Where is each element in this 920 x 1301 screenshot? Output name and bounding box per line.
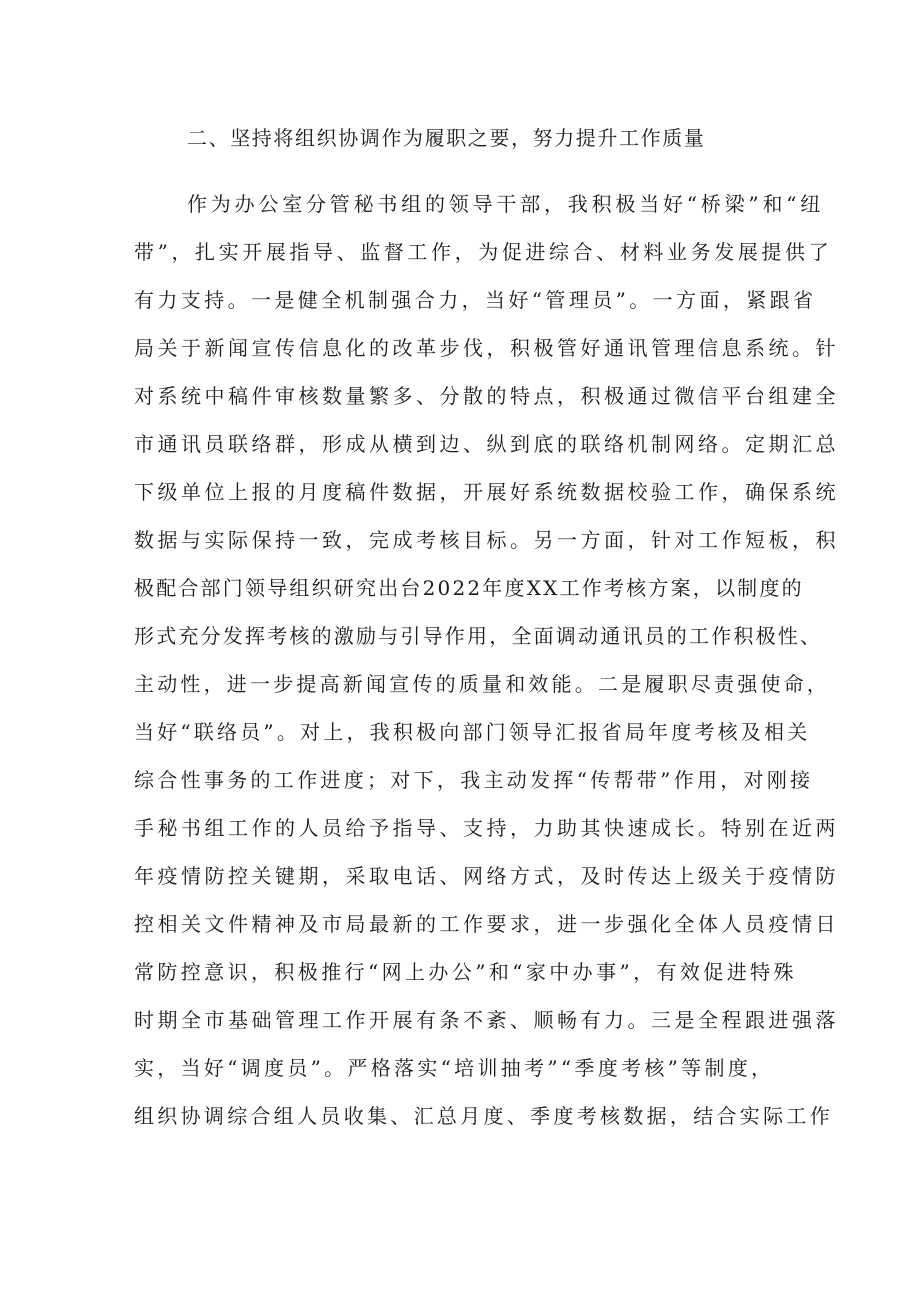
paragraph-line: 形式充分发挥考核的激励与引导作用，全面调动通讯员的工作积极性、 [134,624,823,648]
paragraph-line: 控相关文件精神及市局最新的工作要求，进一步强化全体人员疫情日 [134,912,839,936]
paragraph-line: 时期全市基础管理工作开展有条不紊、顺畅有力。三是全程跟进强落 [134,1008,839,1032]
paragraph-line: 组织协调综合组人员收集、汇总月度、季度考核数据，结合实际工作 [134,1104,833,1128]
paragraph-line: 手秘书组工作的人员给予指导、支持，力助其快速成长。特别在近两 [134,816,839,840]
paragraph-line: 有力支持。一是健全机制强合力，当好“管理员”。一方面，紧跟省 [134,288,817,312]
paragraph-line: 局关于新闻宣传信息化的改革步伐，积极管好通讯管理信息系统。针 [134,336,839,360]
paragraph-line: 对系统中稿件审核数量繁多、分散的特点，积极通过微信平台组建全 [134,384,839,408]
paragraph-line: 市通讯员联络群，形成从横到边、纵到底的联络机制网络。定期汇总 [134,432,839,456]
paragraph-line: 当好“联络员”。对上，我积极向部门领导汇报省局年度考核及相关 [134,720,811,744]
paragraph-line: 带”，扎实开展指导、监督工作，为促进综合、材料业务发展提供了 [134,240,833,264]
paragraph-line: 极配合部门领导组织研究出台2022年度XX工作考核方案，以制度的 [134,576,804,600]
paragraph-line: 主动性，进一步提高新闻宣传的质量和效能。二是履职尽责强使命， [134,672,830,696]
paragraph-line: 下级单位上报的月度稿件数据，开展好系统数据校验工作，确保系统 [134,480,839,504]
paragraph-line: 作为办公室分管秘书组的领导干部，我积极当好“桥梁”和“纽 [187,192,825,216]
paragraph-line: 年疫情防控关键期，采取电话、网络方式，及时传达上级关于疫情防 [134,864,839,888]
paragraph-line: 常防控意识，积极推行“网上办公”和“家中办事”，有效促进特殊 [134,960,797,984]
section-heading: 二、坚持将组织协调作为履职之要，努力提升工作质量 [187,126,706,150]
paragraph-line: 实，当好“调度员”。严格落实“培训抽考”“季度考核”等制度， [134,1056,775,1080]
paragraph-line: 综合性事务的工作进度；对下，我主动发挥“传帮带”作用，对刚接 [134,768,814,792]
paragraph-line: 数据与实际保持一致，完成考核目标。另一方面，针对工作短板，积 [134,528,839,552]
